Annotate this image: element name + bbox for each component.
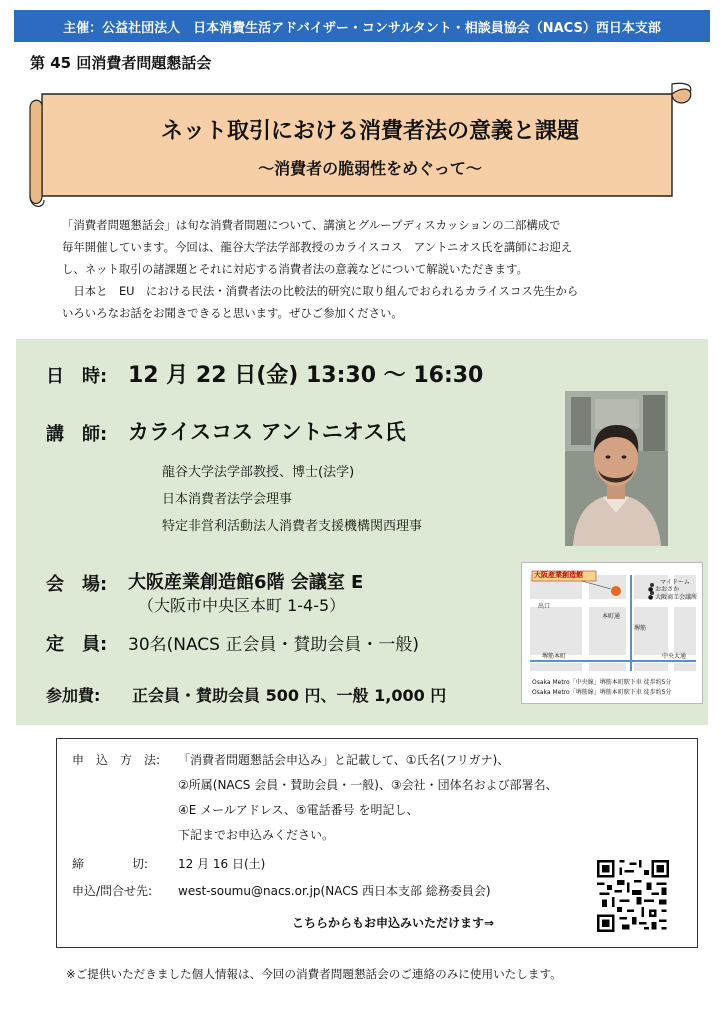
- session-label: 第 45 回消費者問題懇話会: [30, 54, 212, 72]
- contact-email-link[interactable]: west-soumu@nacs.or.jp(NACS 西日本支部 総務委員会): [178, 884, 491, 898]
- lecturer-title: 日本消費者法学会理事: [162, 492, 293, 507]
- deadline-label: 締 切:: [72, 857, 149, 871]
- lecturer-name: カライスコス アントニオス氏: [128, 420, 406, 444]
- map-label: 出口: [538, 603, 551, 610]
- intro-paragraph: [62, 214, 680, 324]
- fee-value: 正会員・賛助会員 500 円、一般 1,000 円: [132, 686, 447, 705]
- speaker-photo: [565, 391, 668, 546]
- map-access-line: Osaka Metro「堺筋線」堺筋本町駅下車 徒歩約5分: [532, 689, 672, 696]
- main-title: ネット取引における消費者法の意義と課題: [160, 119, 579, 144]
- fee-label: 参加費:: [46, 686, 101, 705]
- map-label: 中央大通: [662, 653, 687, 660]
- lecturer-title: 龍谷大学法学部教授、博士(法学): [162, 465, 355, 480]
- privacy-note: ※ご提供いただきました個人情報は、今回の消費者問題懇話会のご連絡のみに使用いたします。: [66, 967, 562, 981]
- method-line: ②所属(NACS 会員・賛助会員・一般)、③会社・団体名および部署名、: [178, 778, 558, 792]
- map-title: 大阪産業創造館: [534, 571, 583, 579]
- method-label: 申 込 方 法:: [72, 753, 161, 767]
- capacity-label: 定 員:: [46, 634, 108, 655]
- intro-line: いろいろなお話をお聞きできると思います。ぜひご参加ください。: [62, 306, 403, 320]
- venue-label: 会 場:: [46, 574, 108, 595]
- qr-note: こちらからもお申込みいただけます⇒: [292, 916, 495, 930]
- map-label: 堺筋本町: [542, 653, 567, 660]
- map-access-line: Osaka Metro「中央線」堺筋本町駅下車 徒歩約5分: [532, 679, 672, 686]
- venue-address: （大阪市中央区本町 1-4-5）: [138, 596, 346, 615]
- lecturer-label: 講 師:: [46, 424, 108, 445]
- venue-value: 大阪産業創造館6階 会議室 E: [128, 572, 364, 593]
- deadline-value: 12 月 16 日(土): [178, 857, 266, 871]
- map-label: マイドーム: [660, 579, 690, 586]
- sub-title: ～消費者の脆弱性をめぐって～: [258, 159, 482, 178]
- datetime-value: 12 月 22 日(金) 13:30 ～ 16:30: [128, 363, 484, 388]
- map-label: 堺筋: [634, 625, 647, 632]
- qr-code[interactable]: [597, 860, 669, 932]
- title-banner: [22, 80, 702, 210]
- method-line: 「消費者問題懇話会申込み」と記載して、①氏名(フリガナ)、: [178, 753, 510, 767]
- organizer-band: [14, 10, 710, 42]
- intro-line: し、ネット取引の諸課題とそれに対応する消費者法の意義などについて解説いただきます。: [62, 262, 528, 276]
- contact-label: 申込/問合せ先:: [72, 884, 153, 898]
- venue-map: [521, 562, 703, 704]
- intro-line: 日本と EU における民法・消費者法の比較法的研究に取り組んでおられるカライスコス先生から: [62, 284, 579, 298]
- capacity-value: 30名(NACS 正会員・賛助会員・一般): [128, 635, 420, 655]
- map-label: ● 大阪商工会議所: [648, 594, 698, 601]
- datetime-label: 日 時:: [46, 366, 108, 387]
- intro-line: 「消費者問題懇話会」は旬な消費者問題について、講演とグループディスカッションの二部構成で: [62, 218, 561, 232]
- organizer-text: 主催：公益社団法人 日本消費生活アドバイザー・コンサルタント・相談員協会（NACS）西日本支部: [63, 20, 661, 36]
- lecturer-title: 特定非営利活動法人消費者支援機構関西理事: [162, 519, 423, 534]
- map-label: 本町通: [602, 613, 621, 620]
- intro-line: 毎年開催しています。今回は、龍谷大学法学部教授のカライスコス アントニオス氏を講師にお迎え: [62, 240, 573, 254]
- method-line: ④E メールアドレス、⑤電話番号 を明記し、: [178, 803, 419, 817]
- map-label: ● おおさか: [648, 586, 680, 593]
- method-line: 下記までお申込みください。: [178, 828, 335, 842]
